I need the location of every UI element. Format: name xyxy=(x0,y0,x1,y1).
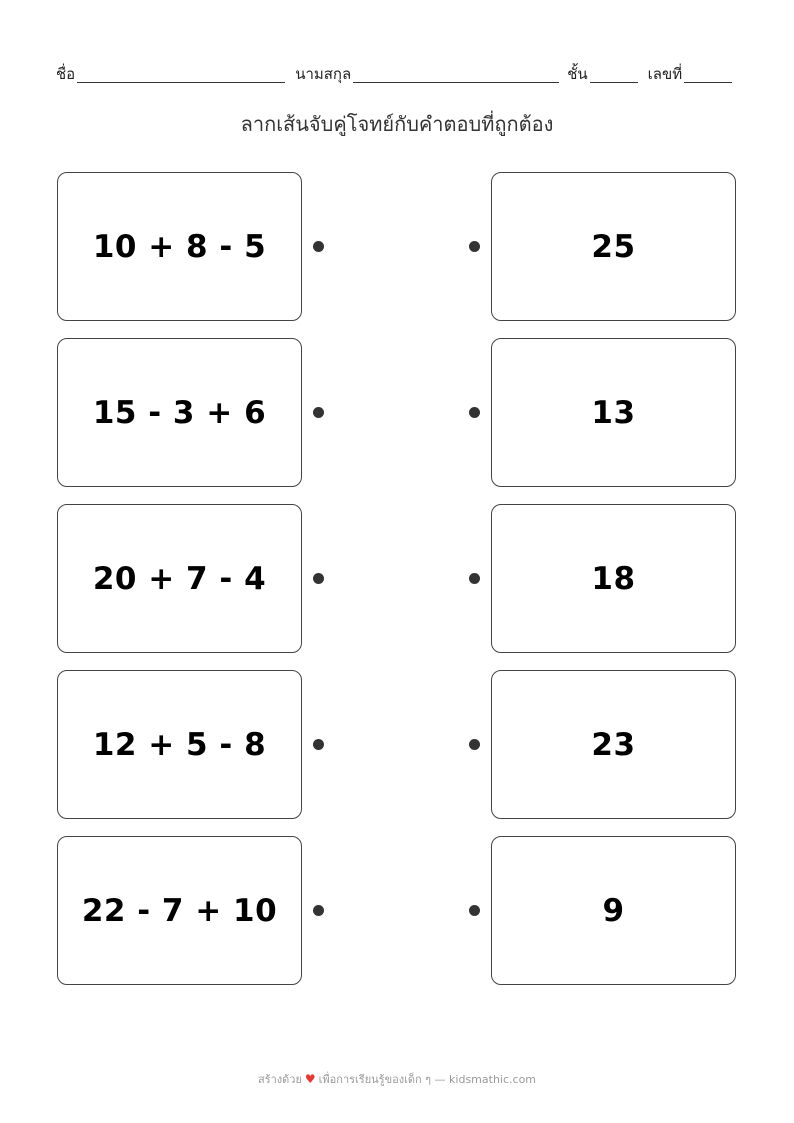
class-line[interactable] xyxy=(590,81,638,83)
surname-line[interactable] xyxy=(353,81,559,83)
number-field[interactable] xyxy=(648,62,732,86)
class-field[interactable] xyxy=(567,62,637,86)
problem-dot[interactable] xyxy=(313,241,324,252)
answer-dot[interactable] xyxy=(469,739,480,750)
footer-credit xyxy=(0,1070,794,1088)
surname-field[interactable] xyxy=(295,62,559,86)
problem-card: 10 + 8 - 5 xyxy=(57,172,302,321)
answer-dot[interactable] xyxy=(469,573,480,584)
class-label: ชั้น xyxy=(567,65,588,83)
name-field[interactable] xyxy=(56,62,285,86)
problem-dot[interactable] xyxy=(313,407,324,418)
name-line[interactable] xyxy=(77,81,285,83)
answer-card: 23 xyxy=(491,670,736,819)
problem-dot[interactable] xyxy=(313,739,324,750)
problem-dot[interactable] xyxy=(313,905,324,916)
heart-icon: ♥ xyxy=(304,1072,316,1086)
number-label: เลขที่ xyxy=(647,65,683,83)
problem-card: 12 + 5 - 8 xyxy=(57,670,302,819)
footer-made-with: สร้างด้วย xyxy=(257,1073,302,1086)
problem-card: 22 - 7 + 10 xyxy=(57,836,302,985)
answer-card: 13 xyxy=(491,338,736,487)
name-label: ชื่อ xyxy=(56,65,76,83)
answer-dot[interactable] xyxy=(469,241,480,252)
number-line[interactable] xyxy=(684,81,732,83)
answer-card: 25 xyxy=(491,172,736,321)
answer-dot[interactable] xyxy=(469,905,480,916)
problem-dot[interactable] xyxy=(313,573,324,584)
worksheet-instructions: ลากเส้นจับคู่โจทย์กับคำตอบที่ถูกต้อง xyxy=(240,112,554,136)
surname-label: นามสกุล xyxy=(295,65,352,83)
problem-card: 20 + 7 - 4 xyxy=(57,504,302,653)
student-info-header xyxy=(56,64,748,86)
answer-dot[interactable] xyxy=(469,407,480,418)
answer-card: 18 xyxy=(491,504,736,653)
footer-purpose: เพื่อการเรียนรู้ของเด็ก ๆ — kidsmathic.com xyxy=(318,1073,537,1086)
problem-card: 15 - 3 + 6 xyxy=(57,338,302,487)
answer-card: 9 xyxy=(491,836,736,985)
